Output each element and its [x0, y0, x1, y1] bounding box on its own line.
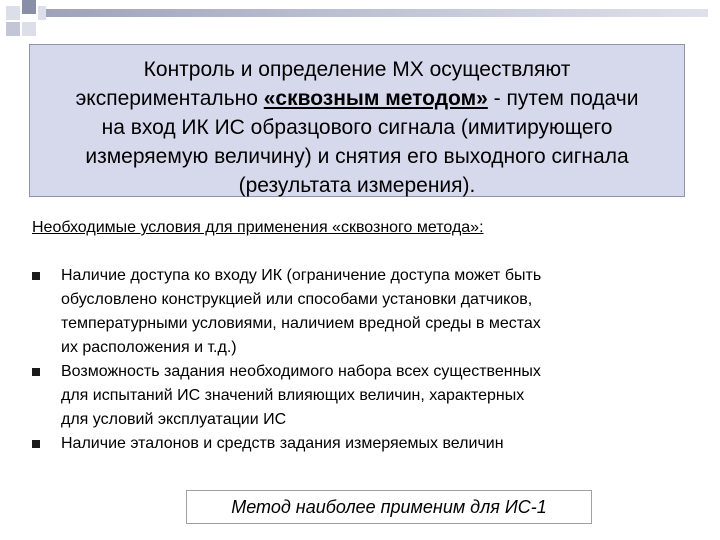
- conditions-heading: Необходимые условия для применения «сквозного метода»:: [32, 219, 484, 236]
- item-line: для условий эксплуатации ИС: [61, 411, 287, 428]
- item-line: для испытаний ИС значений влияющих величин, характерных: [61, 387, 525, 404]
- decor-square: [38, 6, 46, 20]
- definition-line: на вход ИК ИС образцового сигнала (имитирующего: [101, 116, 613, 139]
- definition-line: [30, 84, 684, 113]
- list-item: [30, 432, 690, 456]
- conditions-list: [30, 264, 690, 456]
- list-item: [30, 264, 690, 360]
- decor-square: [22, 22, 36, 36]
- method-name: «сквозным методом»: [263, 87, 488, 110]
- square-bullet-icon: [32, 368, 40, 376]
- definition-text: - путем подачи: [487, 87, 639, 110]
- item-line: Наличие эталонов и средств задания измеряемых величин: [61, 435, 504, 452]
- item-line: температурными условиями, наличием вредной среды в местах: [61, 315, 541, 332]
- square-bullet-icon: [32, 272, 40, 280]
- item-line: Возможность задания необходимого набора всех существенных: [61, 363, 541, 380]
- definition-text: экспериментально: [75, 87, 264, 110]
- decor-square: [6, 22, 20, 36]
- method-note: Метод наиболее применим для ИС-1: [186, 490, 592, 524]
- definition-line: измеряемую величину) и снятия его выходного сигнала: [85, 145, 629, 168]
- item-line: обусловлено конструкцией или способами установки датчиков,: [61, 291, 533, 308]
- item-line: их расположения и т.д.): [61, 339, 237, 356]
- list-item: [30, 360, 690, 432]
- square-bullet-icon: [32, 440, 40, 448]
- decor-square: [6, 6, 20, 20]
- item-line: Наличие доступа ко входу ИК (ограничение доступа может быть: [61, 267, 542, 284]
- definition-line: (результата измерения).: [238, 174, 476, 197]
- decor-top-bar: [46, 9, 708, 17]
- decor-square: [22, 0, 36, 14]
- definition-line: Контроль и определение МХ осуществляют: [143, 58, 571, 81]
- definition-box: [29, 44, 685, 197]
